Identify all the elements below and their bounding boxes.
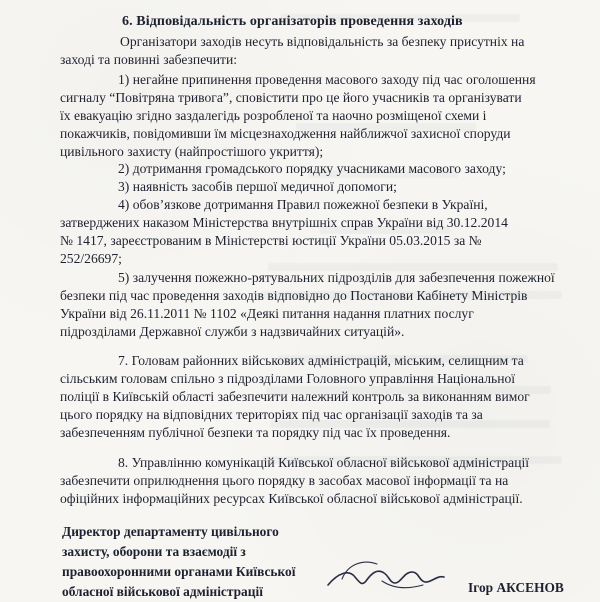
item-1-line-1: 1) негайне припинення проведення масового заходу під час оголошення (118, 72, 536, 87)
section-8-line-3: офіційних інформаційних ресурсах Київської обласної військової адміністрації. (60, 491, 523, 506)
signatory-title-line-3: правоохоронними органами Київської (62, 564, 296, 579)
section-6-intro-line-2: заході та повинні забезпечити: (60, 52, 237, 67)
item-3-line: 3) наявність засобів першої медичної допомоги; (118, 179, 397, 194)
item-5-line-4: підрозділами Державної служби з надзвичайних ситуацій». (60, 324, 405, 339)
handwritten-signature-icon (320, 555, 452, 597)
signatory-name: Ігор АКСЕНОВ (468, 580, 564, 595)
item-1-line-2: сигналу “Повітряна тривога”, сповістити про це його учасників та організувати (60, 90, 522, 105)
item-4-line-1: 4) обов’язкове дотримання Правил пожежної безпеки в Україні, (118, 197, 488, 212)
item-2-line: 2) дотримання громадського порядку учасниками масового заходу; (118, 161, 506, 176)
signatory-title-line-1: Директор департаменту цивільного (62, 524, 279, 539)
signatory-title-line-4: обласної військової адміністрації (62, 584, 263, 599)
item-1-line-5: цивільного захисту (найпростішого укриття); (60, 144, 324, 159)
signatory-title-block (62, 522, 302, 602)
section-6-title: 6. Відповідальність організаторів проведення заходів (122, 14, 463, 29)
section-6-intro-line-1: Організатори заходів несуть відповідальність за безпеку присутніх на (120, 34, 525, 49)
section-7-line-5: забезпеченням публічної безпеки та порядку під час їх проведення. (60, 425, 451, 440)
item-1-line-4: покажчиків, повідомивши їм місцезнаходження найближчої захисної споруди (60, 126, 511, 141)
section-7-line-2: сільським головам спільно з підрозділами Головного управління Національної (60, 371, 516, 386)
section-7-line-3: поліції в Київській області забезпечити належний контроль за виконанням вимог (60, 389, 530, 404)
section-8-line-1: 8. Управлінню комунікацій Київської обласної військової адміністрації (118, 455, 530, 470)
item-4-line-4: 252/26697; (60, 251, 122, 266)
signatory-title-line-2: захисту, оборони та взаємодії з (62, 544, 246, 559)
item-1-line-3: їх евакуацію згідно заздалегідь розробленої та наочно розміщеної схеми і (60, 108, 487, 123)
item-5-line-2: безпеки під час проведення заходів відповідно до Постанови Кабінету Міністрів (60, 288, 528, 303)
section-7-line-4: цього порядку на відповідних територіях під час організації заходів та за (60, 407, 483, 422)
item-5-line-1: 5) залучення пожежно-рятувальних підрозділів для забезпечення пожежної (118, 270, 555, 285)
item-5-line-3: України від 26.11.2011 № 1102 «Деякі питання надання платних послуг (60, 306, 474, 321)
section-7-line-1: 7. Головам районних військових адміністрацій, міським, селищним та (118, 353, 524, 368)
section-8-line-2: забезпечити оприлюднення цього порядку в засобах масової інформації та на (60, 473, 509, 488)
item-4-line-2: затверджених наказом Міністерства внутрішніх справ України від 30.12.2014 (60, 215, 508, 230)
item-4-line-3: № 1417, зареєстрованим в Міністерстві юстиції України 05.03.2015 за № (60, 233, 482, 248)
